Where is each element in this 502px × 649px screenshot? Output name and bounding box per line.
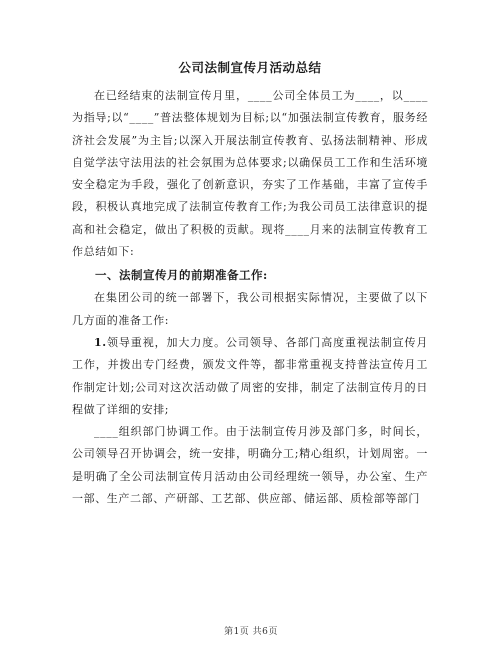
intro-paragraph: 在已经结束的法制宣传月里，____公司全体员工为____，以____为指导;以“____”普法整体规划为目标;以“加强法制宣传教育，服务经济社会发展”为主旨;以深入开展法制宣传教育、弘扬法制精神、形成自觉学法守法用法的社会氛围为总体要求;以确保员工工作和生活环境安全稳定为手段，强化了创新意识，夯实了工作基础，丰富了宣传手段，积极认真地完成了法制宣传教育工作;为我公司员工法律意识的提高和社会稳定，做出了积极的贡献。现将____月来的法制宣传教育工作总结如下: (72, 89, 428, 259)
list-item-1 (72, 332, 428, 421)
document-title: 公司法制宣传月活动总结 (178, 60, 322, 75)
page-footer: 第1页 共6页 (224, 627, 278, 637)
section-heading-1: 一、法制宣传月的前期准备工作: (95, 268, 268, 283)
list-item-1-number: 1. (94, 335, 107, 349)
section-1-intro: 在集团公司的统一部署下，我公司根据实际情况，主要做了以下几方面的准备工作: (72, 291, 428, 327)
list-item-2: ____组织部门协调工作。由于法制宣传月涉及部门多，时间长，公司领导召开协调会，统一安排，明确分工;精心组织，计划周密。一是明确了全公司法制宣传月活动由公司经理统一领导，办公室、生产一部、生产二部、产研部、工艺部、供应部、储运部、质检部等部门 (72, 425, 428, 506)
list-item-1-text: 领导重视，加大力度。公司领导、各部门高度重视法制宣传月工作，并拨出专门经费，颁发文件等，都非常重视支持普法宣传月工作制定计划;公司对这次活动做了周密的安排，制定了法制宣传月的日程做了详细的安排; (72, 335, 428, 416)
